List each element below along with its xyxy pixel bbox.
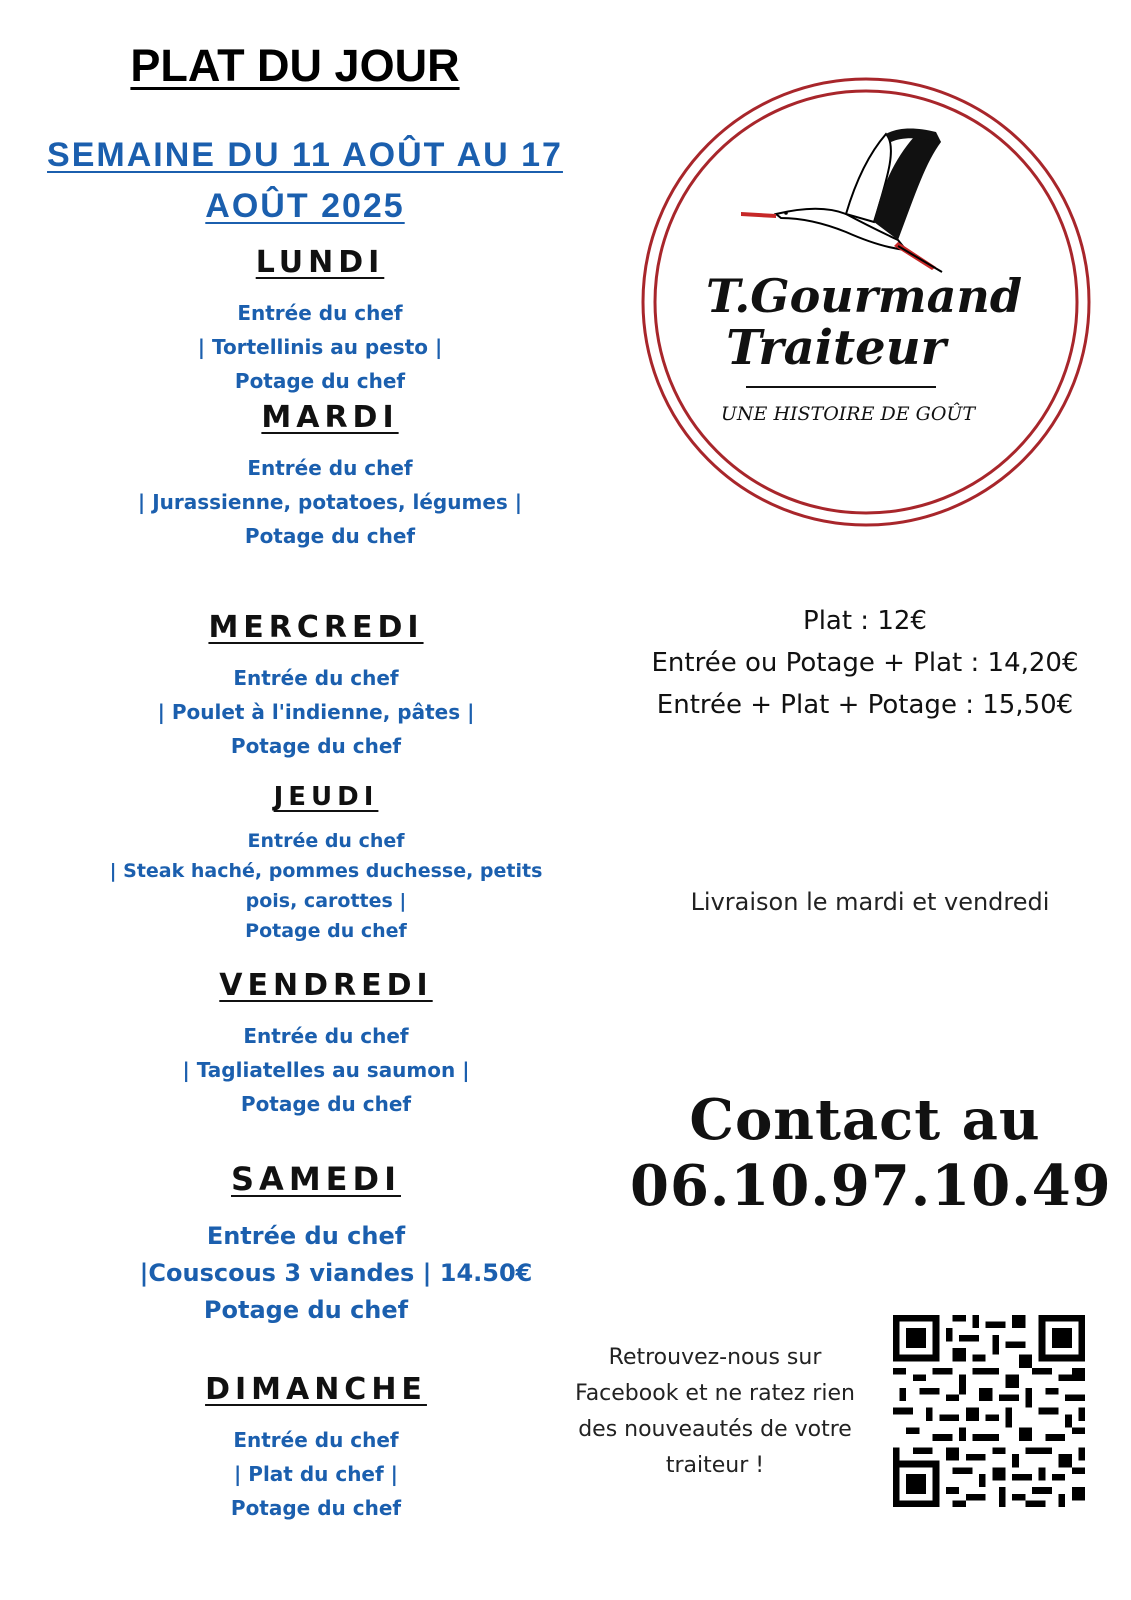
day-wednesday	[36, 610, 596, 763]
dish-line: Entrée du chef	[206, 1222, 406, 1250]
dish-line: | Tagliatelles au saumon |	[182, 1058, 470, 1082]
logo-name-line2: Traiteur	[726, 320, 946, 376]
day-title: SAMEDI	[231, 1160, 401, 1198]
dish-line: | Poulet à l'indienne, pâtes |	[157, 700, 475, 724]
facebook-message	[560, 1340, 870, 1484]
facebook-line: Retrouvez-nous sur	[608, 1345, 822, 1370]
dish-line: Potage du chef	[244, 524, 416, 548]
price-line: Plat : 12€	[803, 606, 927, 636]
dish-line: | Plat du chef |	[234, 1462, 398, 1486]
day-sunday	[36, 1372, 596, 1525]
contact-label: Contact au	[689, 1087, 1041, 1153]
page-title: PLAT DU JOUR	[130, 40, 460, 91]
day-monday	[40, 245, 600, 398]
logo-emblem	[636, 72, 1096, 532]
dish-line: Entrée du chef	[233, 1428, 399, 1452]
logo	[636, 72, 1096, 532]
dish-line: | Jurassienne, potatoes, légumes |	[137, 490, 523, 514]
day-title: DIMANCHE	[205, 1372, 427, 1407]
qr-code-graphic	[893, 1315, 1085, 1507]
day-tuesday	[50, 400, 610, 553]
dish-line: Potage du chef	[230, 734, 402, 758]
dish-line: Potage du chef	[240, 1092, 412, 1116]
stork-icon	[741, 128, 942, 272]
day-title: MERCREDI	[208, 610, 424, 645]
day-thursday	[46, 782, 606, 946]
week-subtitle: SEMAINE DU 11 AOÛT AU 17 AOÛT 2025	[47, 136, 563, 225]
dish-line: Potage du chef	[230, 1496, 402, 1520]
logo-name-line1: T.Gourmand	[705, 269, 1023, 323]
delivery-info: Livraison le mardi et vendredi	[690, 888, 1050, 916]
dish-line: Potage du chef	[245, 920, 407, 942]
facebook-line: des nouveautés de votre	[578, 1417, 852, 1442]
logo-tagline: UNE HISTOIRE DE GOÛT	[720, 403, 976, 425]
dish-line: Potage du chef	[234, 369, 406, 393]
dish-line: | Tortellinis au pesto |	[197, 335, 443, 359]
day-title: JEUDI	[273, 782, 379, 812]
dish-line: Potage du chef	[203, 1296, 409, 1324]
facebook-line: traiteur !	[665, 1453, 765, 1478]
dish-line: Entrée du chef	[247, 456, 413, 480]
price-list	[620, 600, 1110, 726]
day-saturday	[36, 1160, 596, 1329]
day-title: MARDI	[261, 400, 399, 435]
day-title: LUNDI	[255, 245, 385, 280]
price-line: Entrée + Plat + Potage : 15,50€	[656, 690, 1074, 720]
dish-line: Entrée du chef	[243, 1024, 409, 1048]
qr-code-icon[interactable]	[893, 1315, 1085, 1507]
dish-line: | Steak haché, pommes duchesse, petits	[109, 860, 543, 882]
dish-line: pois, carottes |	[245, 890, 407, 912]
dish-line: Entrée du chef	[247, 830, 405, 852]
day-title: VENDREDI	[219, 968, 433, 1003]
dish-line: Entrée du chef	[233, 666, 399, 690]
contact-block	[630, 1087, 1112, 1219]
day-friday	[46, 968, 606, 1121]
facebook-line: Facebook et ne ratez rien	[575, 1381, 855, 1406]
dish-line: Entrée du chef	[237, 301, 403, 325]
dish-line: |Couscous 3 viandes | 14.50€	[139, 1259, 533, 1287]
price-line: Entrée ou Potage + Plat : 14,20€	[651, 648, 1079, 678]
contact-phone: 06.10.97.10.49	[630, 1153, 1112, 1219]
